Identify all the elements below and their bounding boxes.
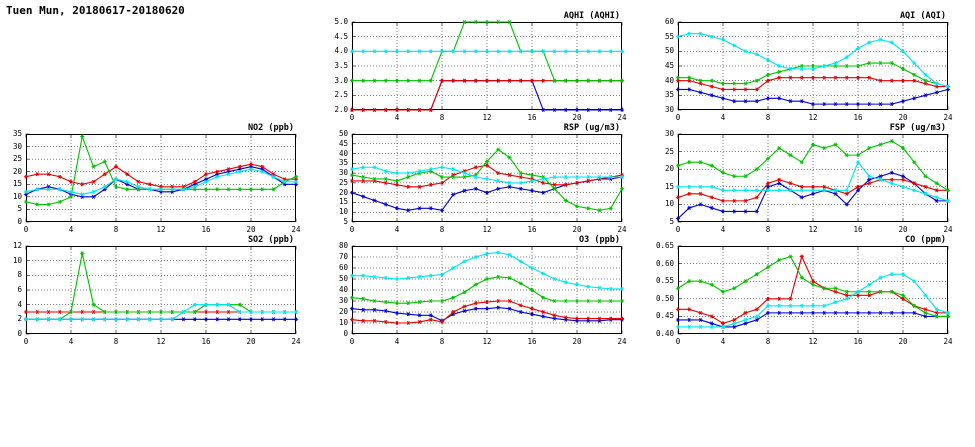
y-tick-label: 0.50 (655, 293, 674, 303)
y-tick-label: 0.65 (655, 241, 674, 250)
panel-aqhi (334, 11, 627, 122)
y-tick-label: 0.60 (655, 258, 674, 268)
x-tick-label: 12 (808, 337, 818, 346)
y-tick-label: 10 (338, 207, 348, 217)
y-tick-label: 15 (664, 181, 674, 191)
y-tick-label: 0.55 (655, 276, 674, 286)
x-tick-label: 0 (349, 113, 355, 122)
x-tick-label: 0 (675, 225, 681, 234)
x-tick-label: 8 (439, 337, 445, 346)
panel-o3 (338, 235, 627, 346)
plot-canvas (678, 134, 948, 222)
y-tick-label: 5 (17, 204, 22, 214)
x-tick-label: 16 (527, 113, 537, 122)
x-tick-label: 12 (808, 225, 818, 234)
series-markers-d1 (24, 165, 298, 199)
y-tick-label: 70 (338, 252, 348, 261)
plot-canvas (352, 22, 622, 110)
x-tick-label: 16 (201, 225, 211, 234)
y-tick-label: 40 (338, 285, 348, 294)
x-tick-label: 0 (349, 337, 355, 346)
x-tick-label: 4 (394, 225, 400, 234)
y-tick-label: 20 (338, 307, 348, 316)
y-tick-label: 50 (664, 46, 674, 56)
x-tick-label: 12 (156, 225, 166, 234)
panel-title: O3 (ppb) (579, 235, 620, 245)
y-tick-label: 2 (17, 314, 22, 324)
x-tick-label: 16 (527, 337, 537, 346)
y-tick-label: 35 (12, 129, 22, 138)
y-tick-label: 0.40 (655, 329, 674, 338)
x-tick-label: 8 (439, 225, 445, 234)
y-tick-label: 8 (17, 270, 22, 280)
x-tick-label: 20 (898, 225, 908, 234)
plot-canvas (678, 22, 948, 110)
x-tick-label: 16 (527, 225, 537, 234)
panel-co (655, 235, 953, 346)
y-tick-label: 60 (664, 17, 674, 26)
y-tick-label: 55 (664, 31, 674, 41)
x-tick-label: 20 (246, 337, 256, 346)
y-tick-label: 15 (12, 179, 22, 189)
x-tick-label: 24 (617, 225, 627, 234)
y-tick-label: 10 (338, 318, 348, 327)
plot-canvas (26, 246, 296, 334)
x-tick-label: 20 (572, 337, 582, 346)
y-tick-label: 10 (12, 191, 22, 201)
y-tick-label: 20 (664, 164, 674, 174)
panel-fsp (664, 123, 953, 234)
x-tick-label: 16 (201, 337, 211, 346)
x-tick-label: 4 (720, 225, 726, 234)
x-tick-label: 4 (720, 113, 726, 122)
x-tick-label: 20 (572, 113, 582, 122)
x-tick-label: 0 (23, 225, 29, 234)
x-tick-label: 0 (675, 113, 681, 122)
y-tick-label: 45 (338, 138, 348, 148)
y-tick-label: 80 (338, 241, 348, 250)
x-tick-label: 12 (156, 337, 166, 346)
panel-title: FSP (ug/m3) (889, 123, 946, 133)
y-tick-label: 30 (12, 141, 22, 151)
x-tick-label: 12 (808, 113, 818, 122)
plot-canvas (678, 246, 948, 334)
y-tick-label: 2.5 (334, 90, 348, 100)
y-tick-label: 0 (17, 217, 22, 226)
x-tick-label: 0 (349, 225, 355, 234)
x-tick-label: 12 (482, 337, 492, 346)
y-tick-label: 10 (12, 255, 22, 265)
x-tick-label: 4 (394, 113, 400, 122)
y-tick-label: 30 (338, 168, 348, 178)
panel-so2 (12, 235, 301, 346)
series-line-d4 (26, 169, 296, 194)
y-tick-label: 50 (338, 129, 348, 138)
y-tick-label: 35 (338, 158, 348, 168)
y-tick-label: 3.5 (334, 61, 348, 70)
x-tick-label: 24 (617, 337, 627, 346)
y-tick-label: 35 (664, 90, 674, 100)
y-tick-label: 0.45 (655, 311, 674, 321)
y-tick-label: 20 (12, 166, 22, 176)
series-markers-d3 (676, 139, 950, 192)
x-tick-label: 0 (23, 337, 29, 346)
y-tick-label: 50 (338, 274, 348, 283)
y-tick-label: 25 (12, 154, 22, 164)
y-tick-label: 5 (669, 217, 674, 226)
x-tick-label: 20 (572, 225, 582, 234)
x-tick-label: 12 (482, 113, 492, 122)
x-tick-label: 0 (675, 337, 681, 346)
y-tick-label: 10 (664, 199, 674, 209)
x-tick-label: 16 (853, 225, 863, 234)
series-markers-d2 (676, 255, 950, 326)
x-tick-label: 16 (853, 113, 863, 122)
series-markers-d3 (676, 61, 950, 88)
y-tick-label: 12 (12, 241, 22, 250)
x-tick-label: 8 (439, 113, 445, 122)
x-tick-label: 24 (291, 337, 301, 346)
x-tick-label: 4 (68, 225, 74, 234)
y-tick-label: 25 (664, 146, 674, 156)
y-tick-label: 5.0 (334, 17, 348, 26)
panel-rsp (338, 123, 627, 234)
y-tick-label: 3.0 (334, 75, 348, 85)
panel-title: AQI (AQI) (899, 11, 946, 21)
y-tick-label: 5 (343, 217, 348, 226)
x-tick-label: 24 (943, 225, 953, 234)
x-tick-label: 8 (765, 225, 771, 234)
panel-aqi (664, 11, 953, 122)
y-tick-label: 0 (17, 329, 22, 338)
x-tick-label: 4 (394, 337, 400, 346)
y-tick-label: 25 (338, 177, 348, 187)
page-title: Tuen Mun, 20180617-20180620 (6, 4, 185, 17)
y-tick-label: 60 (338, 263, 348, 272)
panel-title: AQHI (AQHI) (563, 11, 620, 21)
x-tick-label: 24 (943, 337, 953, 346)
x-tick-label: 24 (943, 113, 953, 122)
series-markers-d1 (350, 306, 624, 323)
plot-canvas (352, 134, 622, 222)
y-tick-label: 45 (664, 61, 674, 70)
x-tick-label: 20 (898, 337, 908, 346)
x-tick-label: 12 (482, 225, 492, 234)
x-tick-label: 8 (113, 225, 119, 234)
plot-canvas (26, 134, 296, 222)
y-tick-label: 20 (338, 187, 348, 197)
x-tick-label: 4 (68, 337, 74, 346)
y-tick-label: 15 (338, 197, 348, 207)
x-tick-label: 24 (291, 225, 301, 234)
x-tick-label: 8 (765, 113, 771, 122)
y-tick-label: 6 (17, 285, 22, 294)
y-tick-label: 4.0 (334, 46, 348, 56)
plot-canvas (352, 246, 622, 334)
panel-title: CO (ppm) (905, 235, 946, 245)
y-tick-label: 40 (664, 75, 674, 85)
y-tick-label: 30 (664, 105, 674, 114)
panel-no2 (12, 123, 301, 234)
x-tick-label: 8 (765, 337, 771, 346)
x-tick-label: 20 (898, 113, 908, 122)
panel-title: SO2 (ppb) (247, 235, 294, 245)
y-tick-label: 30 (338, 296, 348, 305)
series-markers-d2 (24, 162, 298, 188)
x-tick-label: 16 (853, 337, 863, 346)
y-tick-label: 0 (343, 329, 348, 338)
y-tick-label: 4 (17, 299, 22, 309)
y-tick-label: 40 (338, 148, 348, 158)
x-tick-label: 4 (720, 337, 726, 346)
y-tick-label: 4.5 (334, 31, 348, 41)
series-line-d3 (678, 257, 948, 317)
y-tick-label: 30 (664, 129, 674, 138)
y-tick-label: 2.0 (334, 105, 348, 114)
x-tick-label: 8 (113, 337, 119, 346)
x-tick-label: 24 (617, 113, 627, 122)
x-tick-label: 20 (246, 225, 256, 234)
panel-title: RSP (ug/m3) (563, 123, 620, 133)
panel-title: NO2 (ppb) (247, 123, 294, 133)
